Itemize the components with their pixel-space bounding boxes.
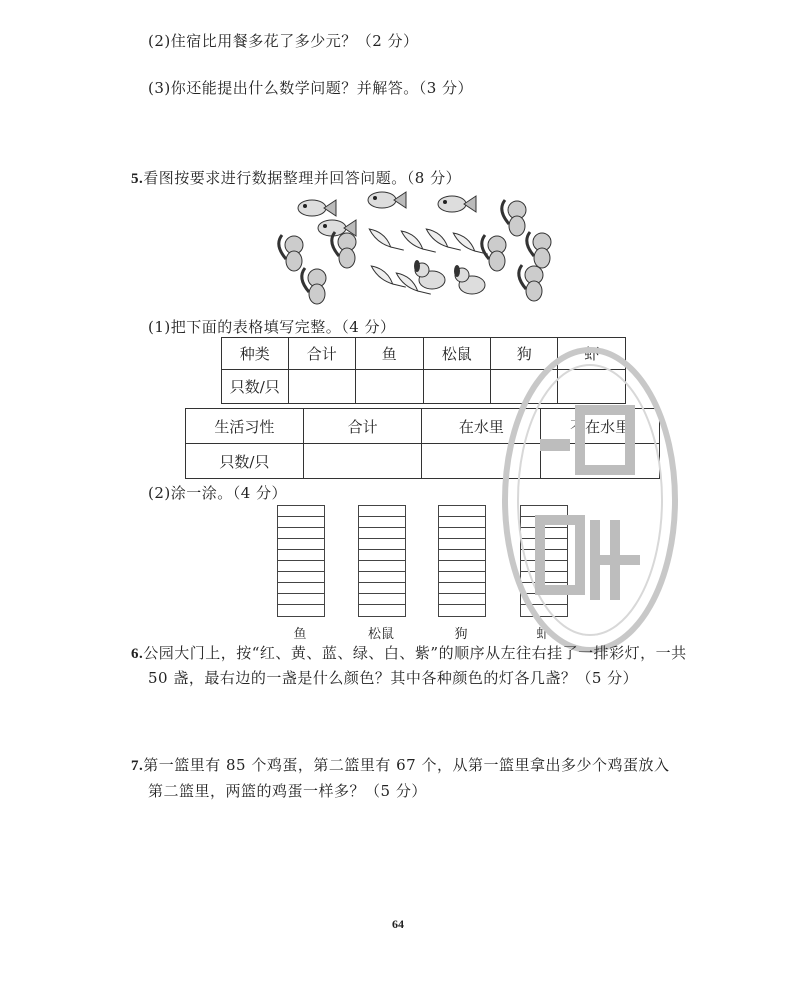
- bar-column-squirrel[interactable]: [358, 505, 406, 617]
- squirrel-icon: [279, 235, 303, 271]
- squirrel-icon: [519, 265, 543, 301]
- page-number: 64: [392, 917, 404, 931]
- squirrel-icon: [302, 268, 326, 304]
- bar-label-fish: 鱼: [293, 627, 307, 642]
- answer-cell[interactable]: [423, 370, 490, 404]
- q5-sub2: (2)涂一涂。（4 分）: [148, 484, 288, 502]
- table-header-cell: 鱼: [356, 338, 423, 370]
- bar-column-dog[interactable]: [438, 505, 486, 617]
- answer-cell[interactable]: [288, 370, 355, 404]
- q6-text-line2: 50 盏，最右边的一盏是什么颜色？其中各种颜色的灯各几盏？（5 分）: [148, 669, 639, 687]
- bar-label-dog: 狗: [454, 627, 468, 642]
- shrimp-icon: [367, 224, 403, 257]
- answer-cell[interactable]: [303, 444, 422, 479]
- q7-line1: [131, 754, 670, 775]
- q7-text-line2: 第二篮里，两篮的鸡蛋一样多？（5 分）: [148, 782, 427, 800]
- q5-header: [131, 167, 461, 188]
- q5-sub1: (1)把下面的表格填写完整。（4 分）: [148, 318, 396, 336]
- q5-text: 看图按要求进行数据整理并回答问题。（8 分）: [143, 169, 462, 187]
- q7-number: 7.: [131, 758, 144, 774]
- table-header-cell: 种类: [222, 338, 289, 370]
- table-header-cell: 合计: [303, 409, 422, 444]
- shrimp-icon: [424, 224, 460, 257]
- squirrel-icon: [527, 232, 551, 268]
- squirrel-icon: [482, 235, 506, 271]
- squirrel-icon: [332, 232, 356, 268]
- table-header-cell: 在水里: [422, 409, 541, 444]
- answer-cell[interactable]: [356, 370, 423, 404]
- q5-number: 5.: [131, 171, 144, 187]
- bar-column-fish[interactable]: [277, 505, 325, 617]
- fish-icon: [298, 200, 336, 216]
- dog-icon: [454, 265, 485, 294]
- table-row-label: 只数/只: [222, 370, 289, 404]
- squirrel-icon: [502, 200, 526, 236]
- q7-text-line1: 第一篮里有 85 个鸡蛋，第二篮里有 67 个，从第一篮里拿出多少个鸡蛋放入: [143, 756, 670, 774]
- q6-line1: [131, 642, 687, 663]
- q4-sub2: (2)住宿比用餐多花了多少元？（2 分）: [148, 32, 419, 50]
- fish-icon: [368, 192, 406, 208]
- watermark-stamp: [500, 340, 680, 660]
- bar-label-squirrel: 松鼠: [367, 627, 394, 642]
- animal-picture: [272, 190, 557, 310]
- q4-sub3: (3)你还能提出什么数学问题？并解答。（3 分）: [148, 79, 474, 97]
- table-header-cell: 松鼠: [423, 338, 490, 370]
- table-header-cell: 不在水里: [541, 409, 660, 444]
- fish-icon: [438, 196, 476, 212]
- table-header-cell: 虾: [558, 338, 626, 370]
- dog-icon: [414, 260, 445, 289]
- bar-label-shrimp: 虾: [536, 627, 550, 642]
- q6-number: 6.: [131, 646, 144, 662]
- table-header-cell: 生活习性: [186, 409, 304, 444]
- table-header-cell: 狗: [491, 338, 558, 370]
- table-header-cell: 合计: [288, 338, 355, 370]
- table-row-label: 只数/只: [186, 444, 304, 479]
- q6-text-line1: 公园大门上，按“红、黄、蓝、绿、白、紫”的顺序从左往右挂了一排彩灯，一共: [143, 644, 687, 662]
